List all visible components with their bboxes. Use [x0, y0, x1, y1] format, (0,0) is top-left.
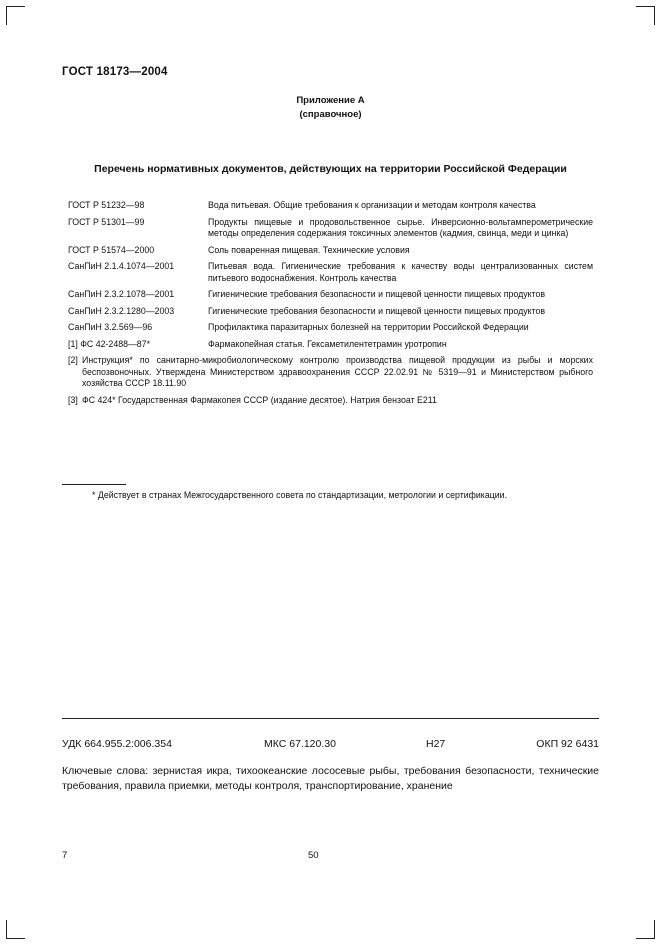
crop-mark-bottom-left — [6, 920, 25, 939]
group-code: Н27 — [426, 738, 446, 750]
reference-title: Профилактика паразитарных болезней на территории Российской Федерации — [208, 322, 529, 332]
crop-mark-top-right — [636, 6, 655, 25]
reference-row — [68, 245, 593, 257]
reference-row-full — [68, 395, 593, 407]
reference-title: Питьевая вода. Гигиенические требования к качеству воды централизованных систем питьевого водоснабжения. Контроль качества — [208, 261, 593, 283]
reference-code: ГОСТ Р 51574—2000 — [68, 244, 155, 255]
reference-number: [2] — [68, 355, 78, 365]
reference-code: СанПиН 2.3.2.1078—2001 — [68, 289, 175, 299]
reference-text: Инструкция* по санитарно-микробиологическому контролю производства пищевой продукции из рыбы и морских беспозвоночных. Утверждена Министерством здравоохранения СССР 22.02.91 № 5319—91 и Министерством рыбного хозяйства СССР 18.11.90 — [82, 355, 593, 388]
document-code: ГОСТ 18173—2004 — [62, 66, 168, 78]
reference-row-full — [68, 355, 593, 390]
reference-code: СанПиН 2.3.2.1280—2003 — [68, 305, 175, 316]
reference-title: Фармакопейная статья. Гексаметилентетрамин уротропин — [208, 338, 447, 349]
reference-title: Соль поваренная пищевая. Технические условия — [208, 244, 410, 255]
reference-row — [68, 200, 593, 212]
reference-code: СанПиН 3.2.569—96 — [68, 322, 153, 332]
reference-row — [68, 322, 593, 334]
appendix-title: Приложение А — [296, 95, 365, 106]
okp-code: ОКП 92 6431 — [536, 738, 599, 750]
page-title: Перечень нормативных документов, действующих на территории Российской Федерации — [94, 163, 567, 175]
reference-row — [68, 261, 593, 284]
reference-text: ФС 424* Государственная Фармакопея СССР (издание десятое). Натрия бензоат Е211 — [82, 394, 437, 405]
udk-code: УДК 664.955.2:006.354 — [62, 738, 172, 750]
reference-code: ГОСТ Р 51232—98 — [68, 200, 145, 210]
reference-row — [68, 306, 593, 318]
reference-row — [68, 217, 593, 240]
crop-mark-top-left — [6, 6, 25, 25]
keywords: Ключевые слова: зернистая икра, тихоокеанские лососевые рыбы, требования безопасности, технические требования, правила приемки, методы контроля, транспортирование, хранение — [62, 765, 599, 792]
reference-title: Гигиенические требования безопасности и пищевой ценности пищевых продуктов — [208, 305, 546, 316]
reference-list — [68, 200, 593, 411]
reference-title: Гигиенические требования безопасности и пищевой ценности пищевых продуктов — [208, 289, 546, 299]
reference-title: Продукты пищевые и продовольственное сырье. Инверсионно-вольтамперометрические методы определения содержания токсичных элементов (кадмия, свинца, меди и цинка) — [208, 216, 593, 238]
reference-code: [1] ФС 42-2488—87* — [68, 338, 150, 349]
reference-row — [68, 289, 593, 301]
appendix-subtitle: (справочное) — [299, 109, 362, 120]
footnote: * Действует в странах Межгосударственного совета по стандартизации, метрологии и сертификации. — [92, 490, 508, 500]
reference-number: [3] — [68, 394, 78, 405]
reference-title: Вода питьевая. Общие требования к организации и методам контроля качества — [208, 200, 536, 210]
footnote-divider — [62, 484, 126, 485]
bottom-divider — [62, 718, 599, 719]
reference-row — [68, 339, 593, 351]
reference-code: ГОСТ Р 51301—99 — [68, 216, 145, 227]
page-number-center: 50 — [308, 850, 319, 861]
reference-code: СанПиН 2.1.4.1074—2001 — [68, 261, 175, 271]
mks-code: МКС 67.120.30 — [264, 738, 336, 750]
page-number-left: 7 — [62, 850, 68, 861]
crop-mark-bottom-right — [636, 920, 655, 939]
